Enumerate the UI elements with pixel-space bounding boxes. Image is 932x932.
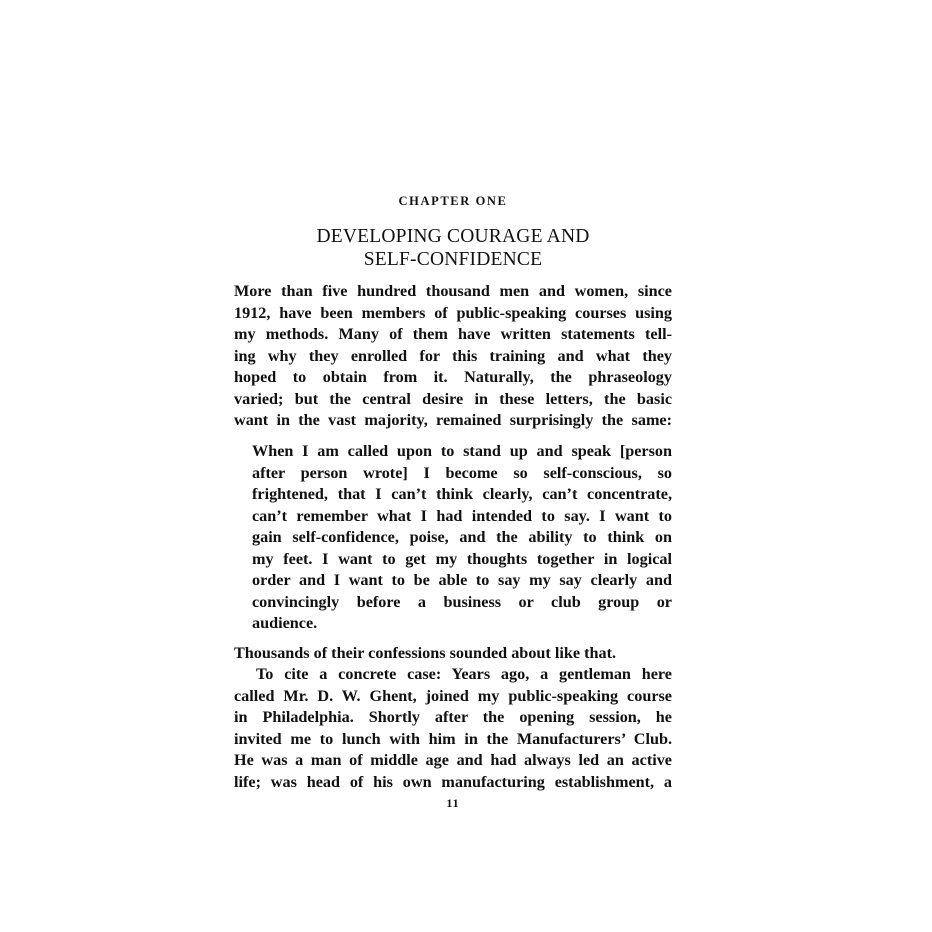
quote-line: gain self-confidence, poise, and the ability to think on bbox=[252, 528, 672, 546]
text-line: Thousands of their confessions sounded about like that. bbox=[234, 644, 617, 662]
text-line: my methods. Many of them have written statements tell- bbox=[234, 325, 672, 343]
quote-line: my feet. I want to get my thoughts together in logical bbox=[252, 549, 672, 568]
page-number: 11 bbox=[446, 796, 460, 810]
chapter-title-line-1: DEVELOPING COURAGE AND bbox=[316, 226, 590, 247]
text-line: want in the vast majority, remained surprisingly the same: bbox=[234, 411, 672, 429]
text-line: hoped to obtain from it. Naturally, the phraseology bbox=[234, 368, 672, 386]
text-line: ing why they enrolled for this training and what they bbox=[234, 346, 672, 365]
text-line: in Philadelphia. Shortly after the opening session, he bbox=[234, 708, 672, 726]
quote-line: When I am called upon to stand up and speak [person bbox=[252, 442, 672, 460]
text-line: called Mr. D. W. Ghent, joined my public-speaking course bbox=[234, 686, 672, 705]
opening-paragraph bbox=[234, 281, 672, 432]
quote-line: can’t remember what I had intended to say. I want to bbox=[252, 506, 672, 525]
text-line: invited me to lunch with him in the Manufacturers’ Club. bbox=[234, 729, 672, 748]
chapter-title bbox=[234, 225, 672, 271]
quote-line: convincingly before a business or club group or bbox=[252, 592, 672, 611]
text-line: More than five hundred thousand men and women, since bbox=[234, 282, 672, 300]
chapter-title-line-2: SELF-CONFIDENCE bbox=[363, 249, 543, 270]
quote-line: audience. bbox=[252, 614, 318, 632]
quote-line: order and I want to be able to say my say clearly and bbox=[252, 571, 672, 589]
text-line: 1912, have been members of public-speaking courses using bbox=[234, 303, 672, 322]
book-page bbox=[234, 0, 672, 932]
block-quote bbox=[252, 441, 672, 635]
text-line: He was a man of middle age and had always led an active bbox=[234, 751, 672, 769]
summary-paragraph bbox=[234, 643, 672, 665]
quote-line: frightened, that I can’t think clearly, can’t concentrate, bbox=[252, 485, 672, 503]
text-line: life; was head of his own manufacturing establishment, a bbox=[234, 772, 672, 791]
text-line: To cite a concrete case: Years ago, a gentleman here bbox=[256, 665, 672, 683]
anecdote-paragraph bbox=[234, 664, 672, 793]
chapter-label: CHAPTER ONE bbox=[398, 194, 508, 208]
text-line: varied; but the central desire in these letters, the basic bbox=[234, 389, 672, 408]
quote-line: after person wrote] I become so self-conscious, so bbox=[252, 463, 672, 482]
